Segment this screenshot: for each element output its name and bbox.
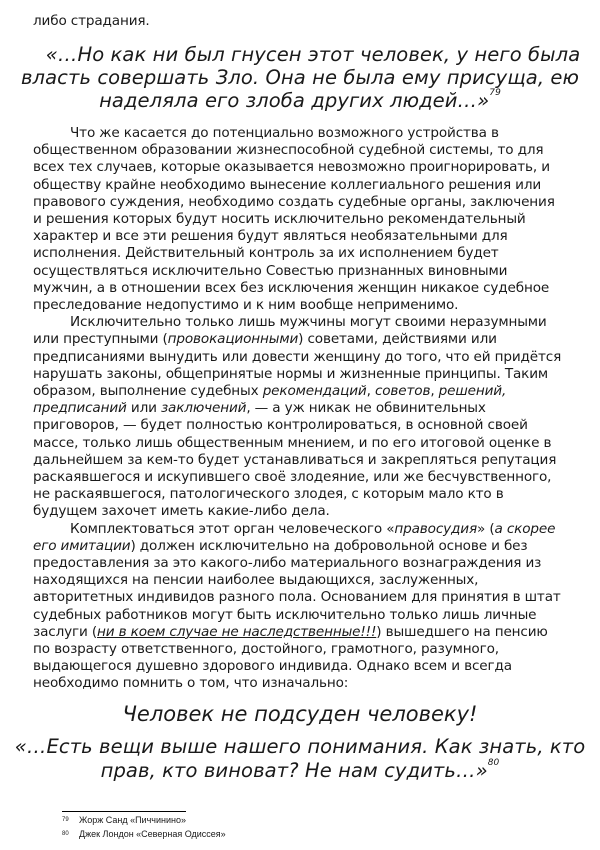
text-segment: общественном образовании жизнеспособной судебной системы, то для — [33, 142, 544, 159]
text-segment: авторитетных индивидов разного пола. Основанием для принятия в штат — [33, 589, 561, 606]
intro-line: либо страдания. — [33, 13, 150, 29]
emphasis-text: предписаний — [33, 400, 127, 417]
text-segment: предписаниями вынудить или довести женщину до того, что ей придётся — [33, 348, 562, 365]
footnote-ref[interactable]: 80 — [487, 758, 500, 768]
text-segment: ) должен исключительно на добровольной основе и без — [130, 537, 528, 554]
footnote-79 — [62, 815, 186, 826]
text-segment: ) советами, действиями или — [298, 331, 497, 348]
text-segment: , — а уж никак не обвинительных — [246, 400, 486, 417]
text-line — [33, 503, 330, 520]
text-segment: ) вышедшего на пенсию — [376, 623, 548, 640]
text-segment: мужчин, а в отношении всех без исключения женщин никакое судебное — [33, 279, 550, 296]
emphasis-text: советов — [374, 383, 431, 399]
text-segment: характер и все эти решения будут являться необязательными для — [33, 228, 508, 245]
text-line — [33, 211, 526, 228]
text-line — [33, 486, 504, 503]
emphasis-text: его имитации — [33, 537, 131, 554]
text-line — [33, 142, 543, 159]
text-line — [33, 452, 556, 469]
text-line — [33, 228, 508, 245]
footnote-divider — [62, 811, 186, 812]
text-line — [33, 589, 561, 606]
text-segment: Что же касается до потенциально возможного устройства в — [70, 125, 499, 141]
text-line — [33, 159, 550, 176]
text-line — [33, 263, 507, 280]
text-line — [33, 400, 486, 417]
text-line — [33, 366, 548, 383]
text-line — [33, 435, 551, 452]
text-line — [33, 469, 551, 486]
footnote-number: 80 — [62, 831, 69, 837]
text-segment: обществу крайне необходимо вынесение коллегиального решения или — [33, 176, 542, 193]
emphasis-text: ни в коем случае не наследственные!!! — [97, 623, 377, 640]
text-segment: исполнения. Действительный контроль за их исполнением будет — [33, 245, 499, 262]
text-segment: заслуги ( — [33, 623, 98, 640]
quote-line: наделяла его злоба других людей…» — [99, 89, 490, 112]
emphasis-text: заключений — [160, 400, 247, 417]
text-segment: осуществляться исключительно Совестью признанных виновными — [33, 262, 508, 279]
text-line — [70, 314, 547, 331]
text-segment: предоставления за это какого-либо материального вознаграждения из — [33, 555, 542, 571]
text-line — [33, 538, 527, 555]
emphasis-text: правосудия — [394, 520, 477, 537]
text-segment: , — [366, 383, 375, 399]
text-segment: необходимо помнить о том, что изначально: — [33, 675, 349, 692]
text-segment: и решения которых будут носить исключительно рекомендательный — [33, 211, 526, 227]
emphasis-text: провокационными — [167, 331, 299, 348]
text-segment: или преступными ( — [33, 331, 168, 348]
text-line — [33, 624, 548, 641]
footnote-number: 79 — [62, 817, 69, 823]
text-segment: судебных работников могут быть исключительно только лишь личные — [33, 606, 537, 623]
footnote-ref[interactable]: 79 — [489, 88, 501, 98]
emphasis-text: а скорее — [494, 520, 556, 537]
text-segment: всех тех случаев, которые оказывается невозможно проигнорировать, и — [33, 159, 550, 176]
motto-heading: Человек не подсуден человеку! — [122, 702, 478, 726]
quote-line: «…Есть вещи выше нашего понимания. Как знать, кто — [14, 735, 586, 758]
footnote-text: Джек Лондон «Северная Одиссея» — [79, 829, 226, 839]
text-line — [33, 417, 528, 434]
quote-line: власть совершать Зло. Она не была ему присуща, ею — [20, 66, 580, 89]
quote-line: прав, кто виноват? Не нам судить…» — [100, 759, 488, 782]
text-line — [33, 658, 512, 675]
text-line — [70, 521, 555, 538]
text-segment: массе, только лишь общественным мнением, и по его итоговой оценке в — [33, 434, 552, 451]
footnote-80 — [62, 829, 226, 840]
text-segment: образом, выполнение судебных — [33, 383, 263, 399]
emphasis-text: решений, — [438, 383, 507, 399]
text-line — [33, 555, 541, 572]
text-line — [33, 331, 497, 348]
text-line — [33, 572, 478, 589]
text-segment: будущем захочет иметь какие-либо дела. — [33, 503, 330, 520]
text-segment: или — [126, 400, 161, 417]
text-line — [33, 641, 499, 658]
text-line — [33, 194, 555, 211]
text-segment: Исключительно только лишь мужчины могут своими неразумными — [70, 314, 547, 331]
quote-line: «…Но как ни был гнусен этот человек, у него была — [45, 43, 581, 66]
text-line — [33, 177, 541, 194]
text-segment: правового суждения, необходимо создать судебные органы, заключения — [33, 193, 555, 210]
text-line — [33, 297, 458, 314]
text-segment: раскаявшегося и искупившего своё злодеяние, или же бесчувственного, — [33, 469, 552, 485]
footnote-text: Жорж Санд «Пиччинино» — [79, 815, 186, 825]
text-segment: выдающегося душевно здорового индивида. Однако всем и всегда — [33, 658, 512, 675]
text-segment: находящихся на пенсии наиболее выдающихся, заслуженных, — [33, 572, 479, 589]
text-segment: дальнейшем за кем-то будет устанавливаться и закрепляться репутация — [33, 451, 557, 468]
text-line — [33, 383, 506, 400]
text-line — [33, 607, 536, 624]
text-segment: » ( — [477, 520, 495, 537]
text-line — [33, 245, 499, 262]
text-segment: приговоров, — будет полностью контролироваться, в основной своей — [33, 417, 528, 434]
text-segment: не раскаявшегося, патологического злодея, с которым мало кто в — [33, 486, 504, 503]
text-segment: по возрасту ответственного, достойного, грамотного, разумного, — [33, 641, 499, 657]
text-line — [70, 125, 499, 142]
text-segment: нарушать законы, общепринятые нормы и жизненные принципы. Таким — [33, 365, 549, 382]
text-line — [33, 675, 348, 692]
text-line — [33, 280, 549, 297]
text-segment: Комплектоваться этот орган человеческого « — [70, 520, 395, 537]
emphasis-text: рекомендаций — [262, 383, 367, 399]
text-segment: , — [430, 383, 439, 399]
text-segment: преследование недопустимо и к ним вообще неприменимо. — [33, 297, 459, 313]
text-line — [33, 349, 561, 366]
